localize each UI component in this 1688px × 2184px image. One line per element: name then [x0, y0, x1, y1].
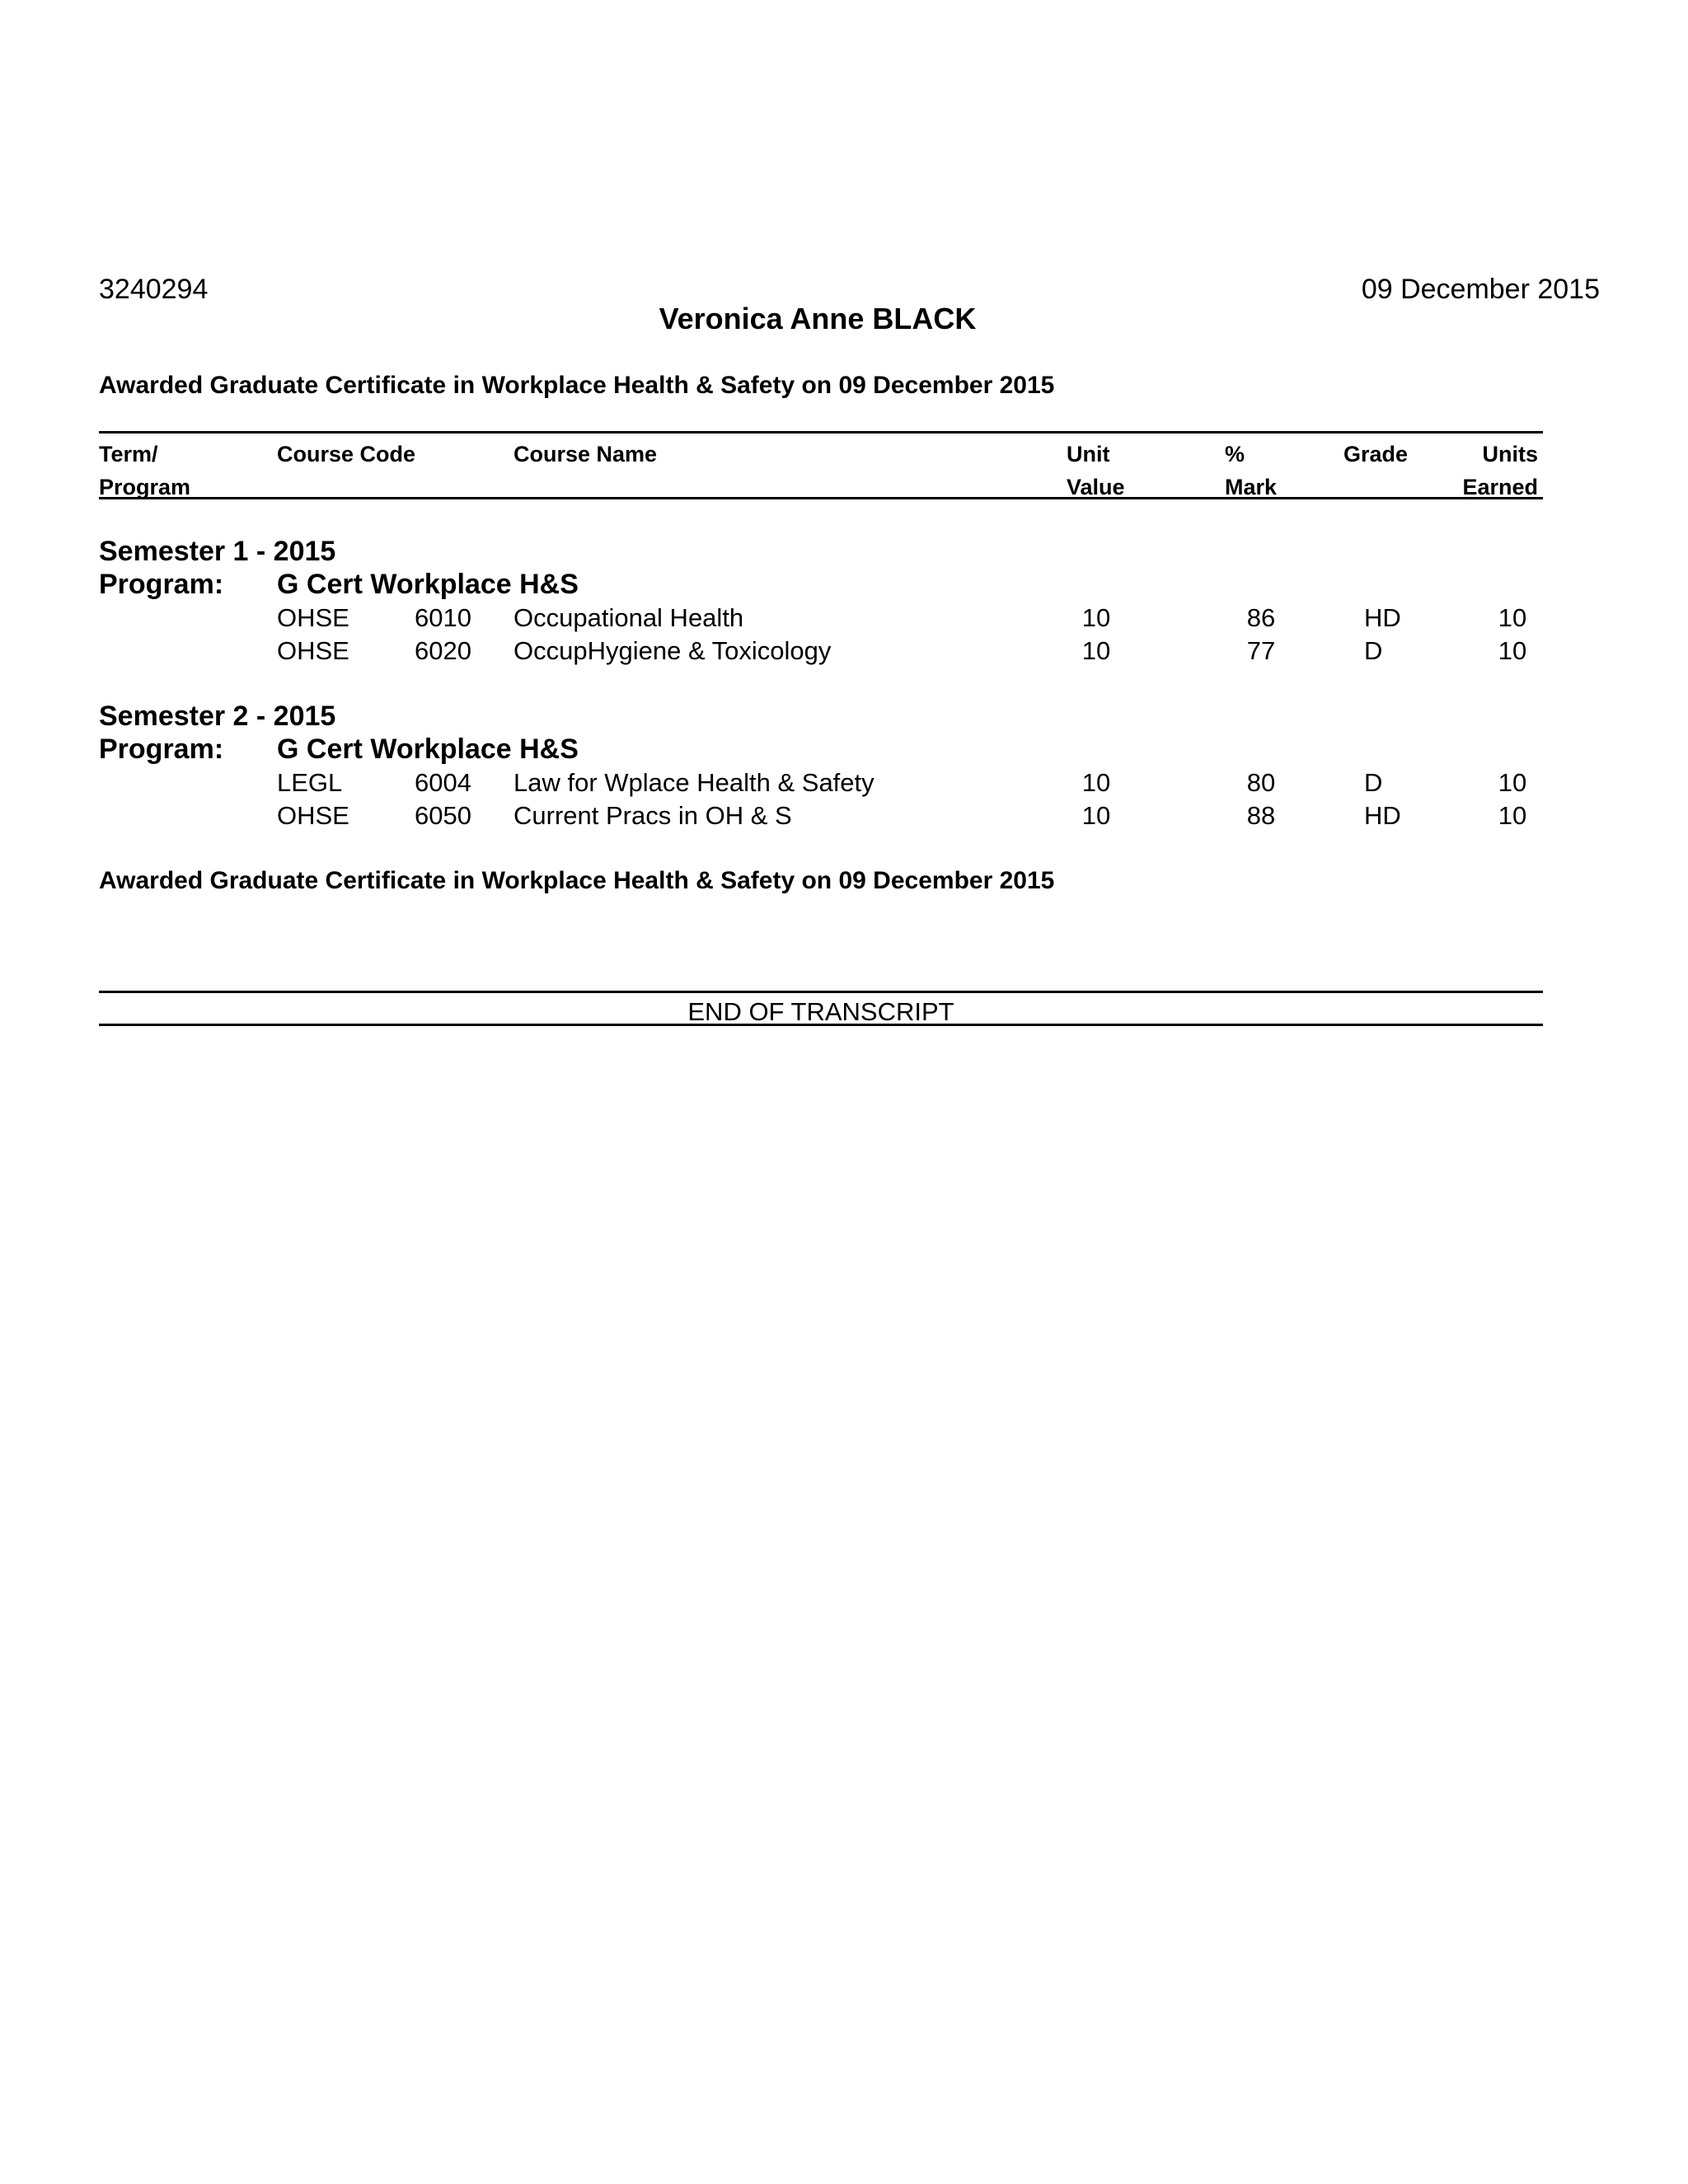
col-earned-label: Earned — [1462, 475, 1538, 499]
grade: HD — [1364, 603, 1401, 632]
units-earned: 10 — [1498, 801, 1527, 830]
col-percent-label: % — [1225, 442, 1245, 466]
award-statement-bottom: Awarded Graduate Certificate in Workplace Health & Safety on 09 December 2015 — [99, 867, 1055, 894]
grade: D — [1364, 768, 1383, 797]
unit-value: 10 — [1081, 801, 1111, 830]
course-number: 6020 — [415, 636, 471, 665]
percent-mark: 86 — [1246, 603, 1276, 632]
col-value-label: Value — [1067, 475, 1125, 499]
unit-value: 10 — [1081, 768, 1111, 797]
course-name: Law for Wplace Health & Safety — [513, 768, 874, 797]
student-id: 3240294 — [99, 274, 209, 305]
term-title: Semester 1 - 2015 — [99, 536, 336, 567]
units-earned: 10 — [1498, 768, 1527, 797]
percent-mark: 77 — [1246, 636, 1276, 665]
grade: HD — [1364, 801, 1401, 830]
header-top-rule — [99, 431, 1543, 434]
award-statement-top: Awarded Graduate Certificate in Workplace Health & Safety on 09 December 2015 — [99, 372, 1055, 399]
col-mark-label: Mark — [1225, 475, 1278, 499]
percent-mark: 88 — [1246, 801, 1276, 830]
col-course-code: Course Code — [277, 442, 416, 466]
unit-value: 10 — [1081, 603, 1111, 632]
end-top-rule — [99, 991, 1543, 993]
course-name: OccupHygiene & Toxicology — [513, 636, 832, 665]
course-number: 6050 — [415, 801, 471, 830]
col-grade: Grade — [1343, 442, 1409, 466]
course-subject: OHSE — [277, 603, 349, 632]
course-subject: OHSE — [277, 636, 349, 665]
units-earned: 10 — [1498, 603, 1527, 632]
col-course-name: Course Name — [513, 442, 658, 466]
header-bottom-rule — [99, 497, 1543, 499]
end-of-transcript: END OF TRANSCRIPT — [687, 997, 954, 1026]
term-title: Semester 2 - 2015 — [99, 701, 336, 732]
course-name: Occupational Health — [513, 603, 744, 632]
program-label: Program: — [99, 569, 224, 600]
col-unit-label: Unit — [1067, 442, 1110, 466]
grade: D — [1364, 636, 1383, 665]
col-term-label: Term/ — [99, 442, 158, 466]
program-name: G Cert Workplace H&S — [277, 569, 579, 600]
col-units-label: Units — [1482, 442, 1538, 466]
units-earned: 10 — [1498, 636, 1527, 665]
transcript-date: 09 December 2015 — [1361, 274, 1600, 305]
course-number: 6010 — [415, 603, 471, 632]
percent-mark: 80 — [1246, 768, 1276, 797]
student-name: Veronica Anne BLACK — [659, 302, 977, 335]
course-subject: LEGL — [277, 768, 343, 797]
unit-value: 10 — [1081, 636, 1111, 665]
course-subject: OHSE — [277, 801, 349, 830]
end-bottom-rule — [99, 1024, 1543, 1026]
course-name: Current Pracs in OH & S — [513, 801, 792, 830]
program-label: Program: — [99, 733, 224, 765]
program-name: G Cert Workplace H&S — [277, 733, 579, 765]
course-number: 6004 — [415, 768, 471, 797]
col-program-label: Program — [99, 475, 191, 499]
